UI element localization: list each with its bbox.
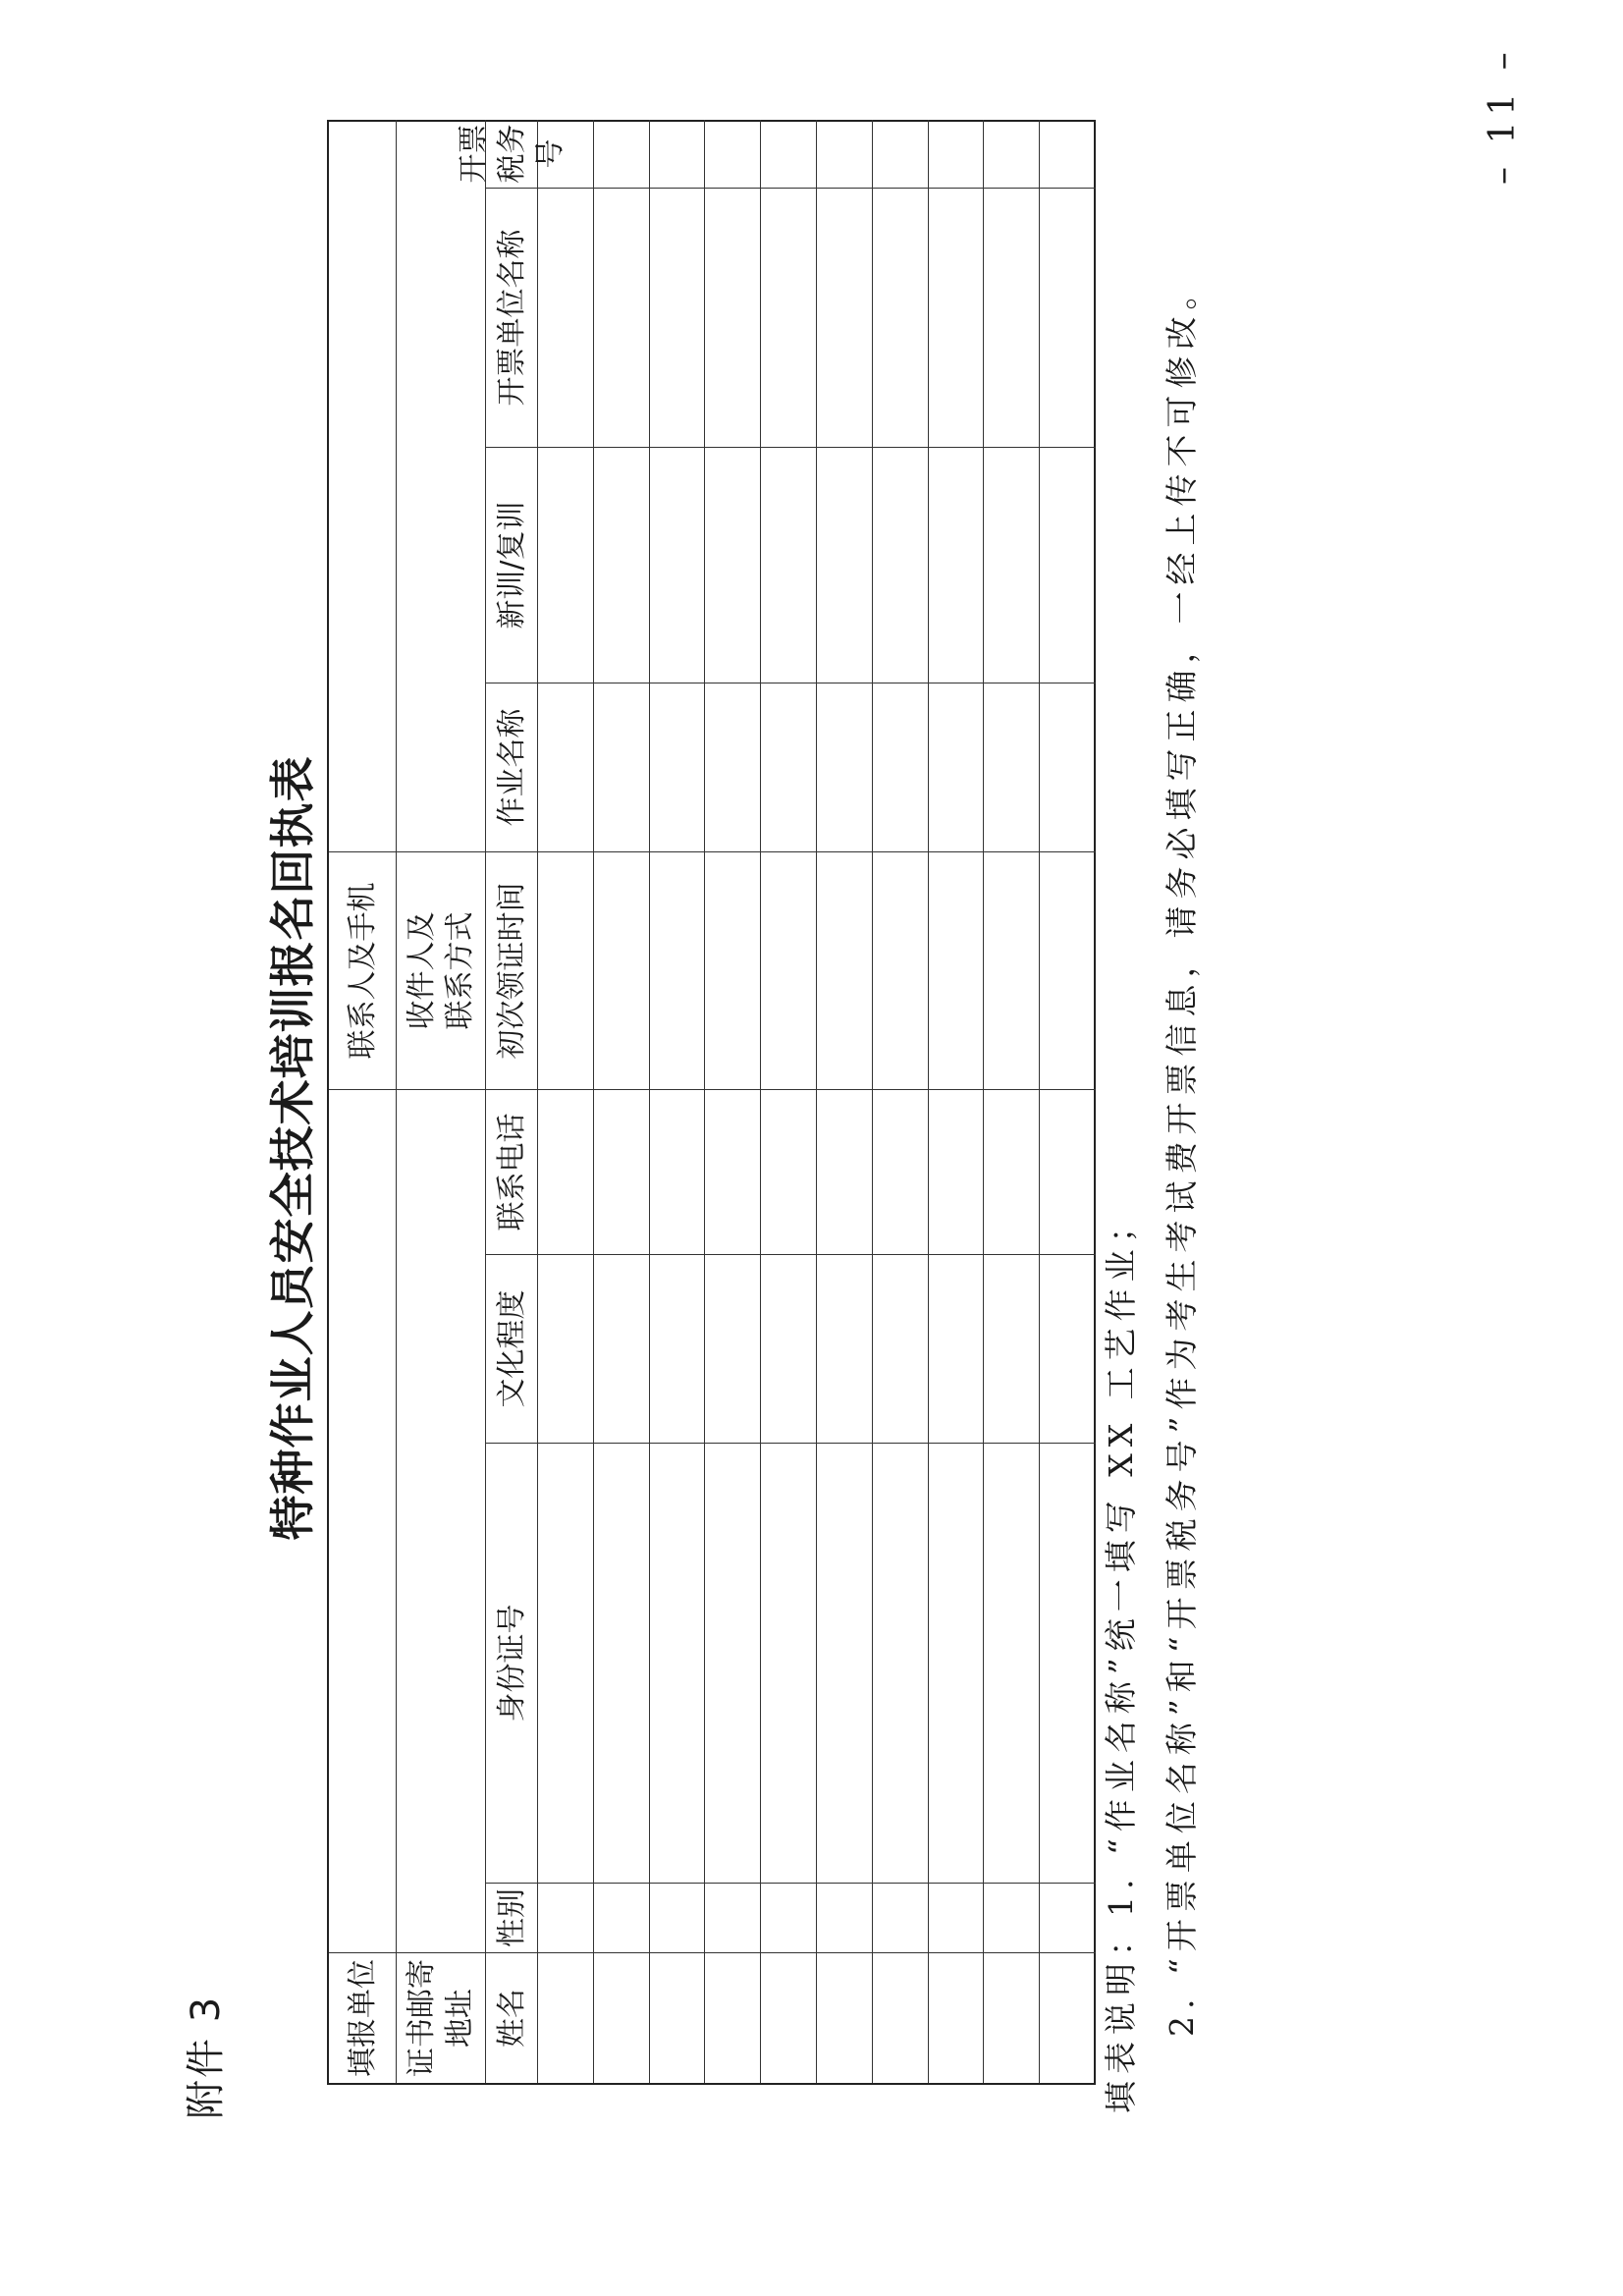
- table-cell[interactable]: [817, 120, 873, 188]
- table-cell[interactable]: [761, 120, 817, 188]
- table-cell[interactable]: [594, 851, 650, 1089]
- table-cell[interactable]: [1040, 1089, 1096, 1254]
- table-cell[interactable]: [1040, 1443, 1096, 1883]
- col-header-job-name: [486, 683, 538, 851]
- table-cell[interactable]: [705, 683, 761, 851]
- table-cell[interactable]: [705, 120, 761, 188]
- address-label-line1: 证书邮寄: [405, 1959, 439, 2077]
- table-cell[interactable]: [705, 188, 761, 447]
- table-cell[interactable]: [929, 1883, 985, 1952]
- col-header-invoice-unit-text: 开票单位名称: [494, 229, 529, 407]
- table-cell[interactable]: [650, 1254, 706, 1443]
- table-cell[interactable]: [594, 120, 650, 188]
- table-cell[interactable]: [817, 1254, 873, 1443]
- table-cell[interactable]: [705, 1883, 761, 1952]
- table-cell[interactable]: [538, 1443, 594, 1883]
- table-cell[interactable]: [817, 188, 873, 447]
- table-cell[interactable]: [761, 851, 817, 1089]
- table-cell[interactable]: [984, 1254, 1040, 1443]
- col-header-id-number: [486, 1443, 538, 1883]
- table-cell[interactable]: [538, 1089, 594, 1254]
- table-cell[interactable]: [817, 447, 873, 683]
- table-cell[interactable]: [650, 1952, 706, 2083]
- table-cell[interactable]: [873, 1952, 929, 2083]
- table-cell[interactable]: [817, 851, 873, 1089]
- table-cell[interactable]: [538, 120, 594, 188]
- table-cell[interactable]: [705, 1443, 761, 1883]
- contact-label: 联系人及手机: [345, 882, 380, 1060]
- table-cell[interactable]: [873, 683, 929, 851]
- receiver-input-cell[interactable]: [397, 120, 486, 851]
- table-cell[interactable]: [929, 1443, 985, 1883]
- table-cell[interactable]: [873, 1254, 929, 1443]
- table-cell[interactable]: [984, 1443, 1040, 1883]
- table-cell[interactable]: [650, 1883, 706, 1952]
- table-cell[interactable]: [1040, 683, 1096, 851]
- table-cell[interactable]: [705, 1254, 761, 1443]
- table-cell[interactable]: [984, 1952, 1040, 2083]
- attachment-label: 附件 3: [184, 1995, 229, 2119]
- col-header-gender: [486, 1883, 538, 1952]
- table-cell[interactable]: [705, 1952, 761, 2083]
- table-cell[interactable]: [929, 851, 985, 1089]
- table-cell[interactable]: [650, 683, 706, 851]
- table-cell[interactable]: [873, 188, 929, 447]
- table-cell[interactable]: [650, 188, 706, 447]
- table-cell[interactable]: [594, 188, 650, 447]
- table-cell[interactable]: [761, 188, 817, 447]
- col-header-job-name-text: 作业名称: [494, 708, 529, 827]
- unit-input-cell[interactable]: [329, 1089, 397, 1952]
- table-cell[interactable]: [929, 447, 985, 683]
- table-cell[interactable]: [594, 1952, 650, 2083]
- table-cell[interactable]: [538, 1883, 594, 1952]
- table-cell[interactable]: [1040, 1952, 1096, 2083]
- table-cell[interactable]: [873, 851, 929, 1089]
- table-cell[interactable]: [538, 447, 594, 683]
- table-cell[interactable]: [929, 683, 985, 851]
- table-cell[interactable]: [650, 1443, 706, 1883]
- receiver-label-cell: [397, 851, 486, 1089]
- col-header-tax-number-text: 开票税务号: [456, 124, 568, 184]
- col-header-id-number-text: 身份证号: [494, 1604, 529, 1722]
- table-cell[interactable]: [538, 1254, 594, 1443]
- table-cell[interactable]: [1040, 851, 1096, 1089]
- table-cell[interactable]: [984, 120, 1040, 188]
- table-cell[interactable]: [594, 683, 650, 851]
- table-cell[interactable]: [984, 683, 1040, 851]
- col-header-tax-number: [456, 120, 568, 188]
- address-input-cell[interactable]: [397, 1089, 486, 1952]
- table-cell[interactable]: [929, 1952, 985, 2083]
- col-header-first-cert-date-text: 初次领证时间: [494, 882, 529, 1060]
- table-cell[interactable]: [929, 1254, 985, 1443]
- contact-input-cell[interactable]: [329, 120, 397, 851]
- table-cell[interactable]: [650, 447, 706, 683]
- table-cell[interactable]: [705, 1089, 761, 1254]
- table-cell[interactable]: [761, 1254, 817, 1443]
- col-header-education-text: 文化程度: [494, 1289, 529, 1408]
- unit-label-cell: [329, 1952, 397, 2083]
- table-cell[interactable]: [984, 1883, 1040, 1952]
- table-cell[interactable]: [594, 447, 650, 683]
- table-cell[interactable]: [594, 1883, 650, 1952]
- table-cell[interactable]: [984, 1089, 1040, 1254]
- unit-label: 填报单位: [345, 1959, 380, 2077]
- col-header-training-type: [486, 447, 538, 683]
- table-cell[interactable]: [984, 188, 1040, 447]
- note-line-2: 2. “开票单位名称”和“开票税务号”作为考生考试费开票信息，请务必填写正确，一经上传不可修改。: [1163, 270, 1201, 2037]
- col-header-gender-text: 性别: [494, 1888, 529, 1947]
- table-cell[interactable]: [1040, 447, 1096, 683]
- page-number: – 11 –: [1483, 46, 1523, 185]
- col-header-name: [486, 1952, 538, 2083]
- table-cell[interactable]: [873, 120, 929, 188]
- table-cell[interactable]: [761, 1952, 817, 2083]
- table-cell[interactable]: [761, 1443, 817, 1883]
- address-label-line2: 地址: [443, 1989, 477, 2048]
- table-cell[interactable]: [538, 683, 594, 851]
- table-cell[interactable]: [761, 1883, 817, 1952]
- table-cell[interactable]: [817, 1883, 873, 1952]
- table-cell[interactable]: [817, 1443, 873, 1883]
- table-cell[interactable]: [873, 1089, 929, 1254]
- table-cell[interactable]: [873, 1443, 929, 1883]
- col-header-invoice-unit: [486, 188, 538, 447]
- contact-label-cell: [329, 851, 397, 1089]
- col-header-training-type-text: 新训/复训: [494, 501, 529, 629]
- table-cell[interactable]: [538, 1952, 594, 2083]
- table-cell[interactable]: [817, 1089, 873, 1254]
- table-cell[interactable]: [594, 1089, 650, 1254]
- table-cell[interactable]: [1040, 1883, 1096, 1952]
- table-cell[interactable]: [594, 1254, 650, 1443]
- form-title: 特种作业人员安全技术培训报名回执表: [266, 755, 319, 1541]
- table-cell[interactable]: [538, 851, 594, 1089]
- table-cell[interactable]: [873, 447, 929, 683]
- table-cell[interactable]: [873, 1883, 929, 1952]
- col-header-phone: [486, 1089, 538, 1254]
- table-cell[interactable]: [929, 1089, 985, 1254]
- table-cell[interactable]: [1040, 1254, 1096, 1443]
- col-header-name-text: 姓名: [494, 1989, 529, 2048]
- table-cell[interactable]: [817, 683, 873, 851]
- col-header-first-cert-date: [486, 851, 538, 1089]
- table-cell[interactable]: [761, 683, 817, 851]
- address-label-cell: [397, 1952, 486, 2083]
- table-cell[interactable]: [594, 1443, 650, 1883]
- table-cell[interactable]: [984, 447, 1040, 683]
- table-cell[interactable]: [538, 188, 594, 447]
- table-cell[interactable]: [929, 120, 985, 188]
- table-cell[interactable]: [761, 1089, 817, 1254]
- table-cell[interactable]: [984, 851, 1040, 1089]
- table-cell[interactable]: [817, 1952, 873, 2083]
- table-cell[interactable]: [650, 120, 706, 188]
- table-cell[interactable]: [1040, 188, 1096, 447]
- receiver-label-line1: 收件人及: [405, 911, 439, 1030]
- col-header-phone-text: 联系电话: [494, 1113, 529, 1231]
- table-cell[interactable]: [705, 447, 761, 683]
- receiver-label-line2: 联系方式: [443, 911, 477, 1030]
- table-cell[interactable]: [761, 447, 817, 683]
- note-line-1: 填表说明：1. “作业名称”统一填写 XX 工艺作业；: [1102, 1203, 1140, 2113]
- table-cell[interactable]: [650, 851, 706, 1089]
- registration-form-table: [327, 120, 1096, 2085]
- table-cell[interactable]: [929, 188, 985, 447]
- table-cell[interactable]: [705, 851, 761, 1089]
- col-header-education: [486, 1254, 538, 1443]
- table-cell[interactable]: [1040, 120, 1096, 188]
- table-cell[interactable]: [650, 1089, 706, 1254]
